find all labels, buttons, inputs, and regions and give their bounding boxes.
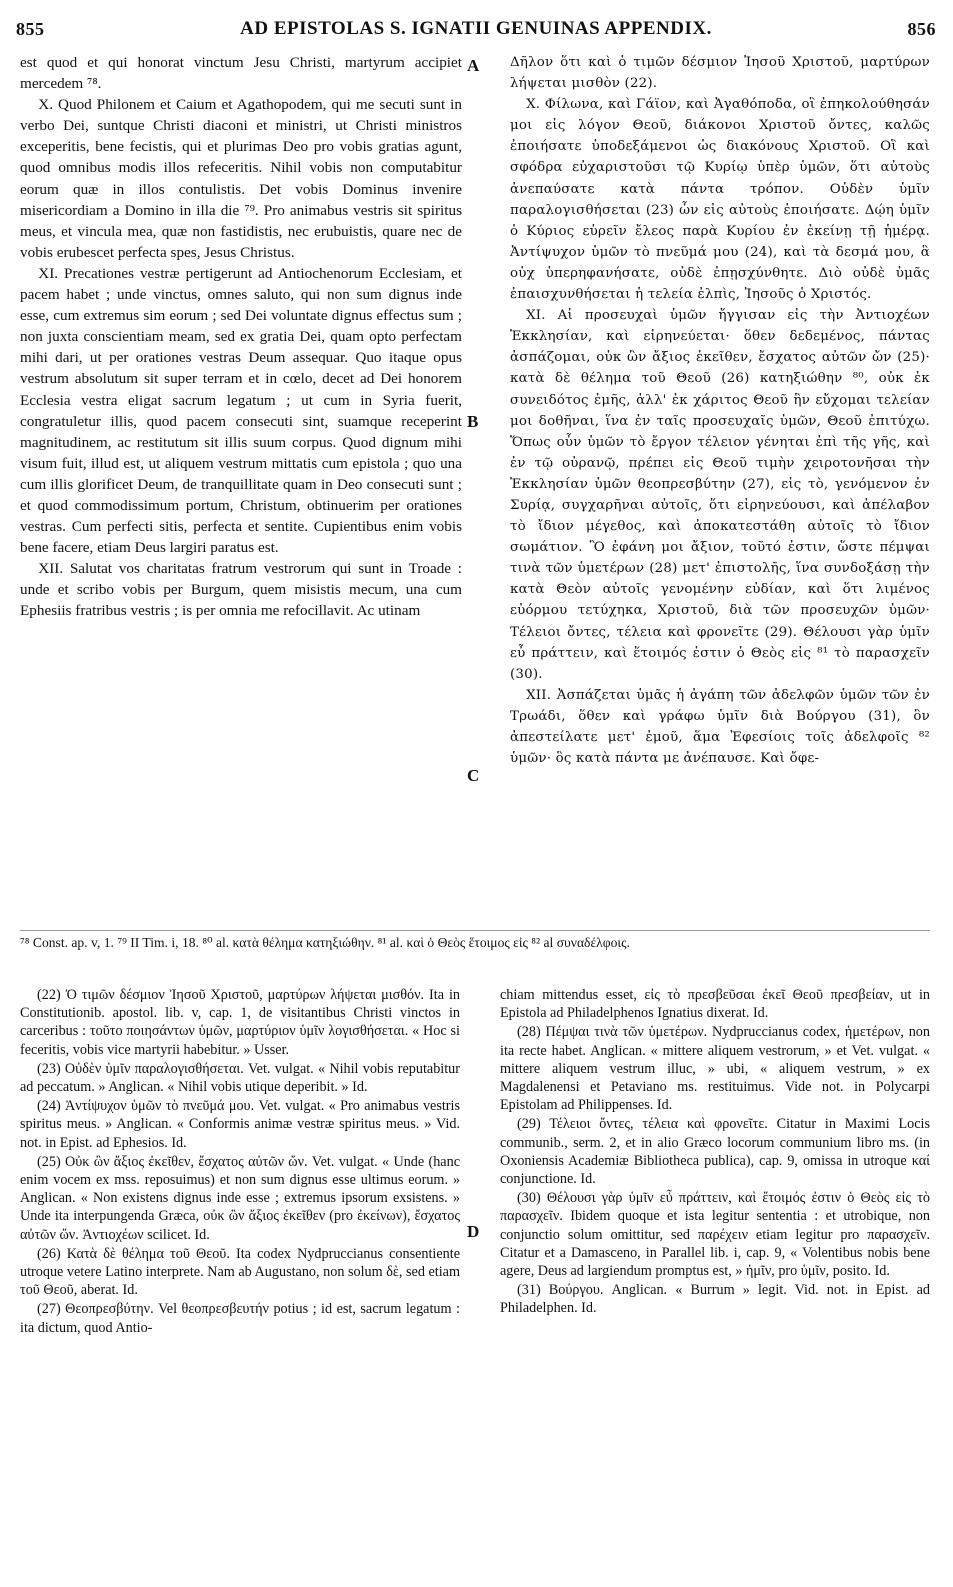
latin-column xyxy=(20,52,462,622)
page-number-right: 856 xyxy=(907,18,936,39)
notes-left-column xyxy=(20,986,460,1338)
note: chiam mittendus esset, εἰς τὸ πρεσβεῦσαι ἐκεῖ Θεοῦ πρεσβείαν, ut in Epistola ad Philadelphenos Ignatius dixerat. Id. xyxy=(500,987,930,1022)
latin-paragraph: est quod et qui honorat vinctum Jesu Christi, martyrum accipiet mercedem ⁷⁸. xyxy=(20,54,462,93)
note: (24) Ἀντίψυχον ὑμῶν τὸ πνεῦμά μου. Vet. vulgat. « Pro animabus vestris spiritus meus. » Anglican. « Conformis animæ vestræ spiritus meus. » Vid. not. in Epist. ad Ephesios. Id. xyxy=(20,1098,460,1151)
notes-right-column xyxy=(500,986,930,1319)
margin-letter: A xyxy=(467,56,480,75)
greek-paragraph: XII. Ἀσπάζεται ὑμᾶς ἡ ἀγάπη τῶν ἀδελφῶν ὑμῶν τῶν ἐν Τρωάδι, ὅθεν καὶ γράφω ὑμῖν διὰ Βούργου (31), ὃν ἀπεστείλατε μετ' ἐμοῦ, ἅμα Ἐφεσίοις τοῖς ἀδελφοῖς ⁸² ὑμῶν· ὃς κατὰ πάντα με ἀνέπαυσε. Καὶ ὄφε- xyxy=(510,687,930,767)
note: (22) Ὁ τιμῶν δέσμιον Ἰησοῦ Χριστοῦ, μαρτύρων λήψεται μισθόν. Ita in Constitutionib. apostol. lib. v, cap. 1, de visitantibus Christi vinctos in carceribus : τοῦτο ποιησάντων ὑμῶν, μαρτύριον ὑμῖν λογισθήσεται. « Hoc si feceritis, vobis vice martyrii habebitur. » Usser. xyxy=(20,987,460,1058)
greek-paragraph: X. Φίλωνα, καὶ Γάϊον, καὶ Ἀγαθόποδα, οἳ ἐπηκολούθησάν μοι εἰς λόγον Θεοῦ, διάκονοι Χριστοῦ ὄντες, καλῶς ἐποιήσατε ὑποδεξάμενοι ὡς διακόνους Χριστοῦ. Οἳ καὶ σφόδρα εὐχαριστοῦσι τῷ Κυρίῳ ὑπὲρ ὑμῶν, ὅτι αὐτοὺς ἀνεπαύσατε κατὰ πάντα τρόπον. Οὐδὲν ὑμῖν παραλογισθήσεται (23) ὧν εἰς αὐτοὺς ἐποιήσατε. Δῴη ὑμῖν ὁ Κύριος εὑρεῖν ἔλεος παρὰ Κυρίου ἐν ἐκείνῃ τῇ ἡμέρᾳ. Ἀντίψυχον ὑμῶν τὸ πνεῦμά μου (24), καὶ τὰ δεσμά μου, ἃ οὐχ ὑπερηφανήσατε, οὐδὲ ἐπῃσχύνθητε. Διὸ οὐδὲ ὑμᾶς ἐπαισχυνθήσεται ἡ τελεία ἐλπὶς, Ἰησοῦς ὁ Χριστός. xyxy=(510,97,930,303)
margin-letter: C xyxy=(467,766,480,785)
note: (29) Τέλειοι ὄντες, τέλεια καὶ φρονεῖτε. Citatur in Maximi Locis communib., serm. 2, et in alio Græco locorum communium libro ms. (in Oxoniensis Academiæ Bibliotheca publica), cap. 9, omissa in utroque καί conjunctione. Id. xyxy=(500,1116,930,1188)
note: (25) Οὐκ ὢν ἄξιος ἐκεῖθεν, ἔσχατος αὐτῶν ὤν. Vet. vulgat. « Unde (hanc enim vocem ex mss. reposuimus) et non sum dignus esse ultimus eorum. » Anglican. « Non existens dignus inde esse ; extremus ipsorum exsistens. » Unde ita interpungenda Græca, οὐκ ὢν ἄξιος ἐκεῖθεν (pro ἐκείνων), ἔσχατος αὐτῶν ὤν. Ἀντιοχέων scilicet. Id. xyxy=(20,1153,460,1243)
margin-letter: D xyxy=(467,1222,480,1241)
note: (27) Θεοπρεσβύτην. Vel θεοπρεσβευτήν potius ; id est, sacrum legatum : ita dictum, quod Antio- xyxy=(20,1301,460,1336)
page-header xyxy=(16,14,936,44)
margin-letter: B xyxy=(467,412,479,431)
footnote-rule xyxy=(20,930,930,931)
latin-paragraph: XII. Salutat vos charitatas fratrum vestrorum qui sunt in Troade : unde et scribo vobis per Burgum, quem misistis mecum, una cum Ephesiis fratribus vestris ; is per omnia me refocillavit. Ac utinam xyxy=(20,560,462,620)
page-number-left: 855 xyxy=(16,18,45,39)
greek-column xyxy=(510,52,930,769)
note: (31) Βούργου. Anglican. « Burrum » legit. Vid. not. in Epist. ad Philadelphen. Id. xyxy=(500,1282,930,1317)
note: (26) Κατὰ δὲ θέλημα τοῦ Θεοῦ. Ita codex Nydpruccianus consentiente utroque vetere Latino interprete. Nam ab Augustano, non solum δὲ, sed etiam τοῦ Θεοῦ, aberat. Id. xyxy=(20,1245,460,1299)
greek-paragraph: Δῆλον ὅτι καὶ ὁ τιμῶν δέσμιον Ἰησοῦ Χριστοῦ, μαρτύρων λήψεται μισθὸν (22). xyxy=(510,55,930,92)
note: (23) Οὐδὲν ὑμῖν παραλογισθήσεται. Vet. vulgat. « Nihil vobis reputabitur ad peccatum. » Anglican. « Nihil vobis utique deperibit. » Id. xyxy=(20,1060,460,1096)
note: (30) Θέλουσι γὰρ ὑμῖν εὖ πράττειν, καὶ ἕτοιμός ἐστιν ὁ Θεὸς εἰς τὸ παρασχεῖν. Ibidem quoque et ista legitur sententia : et utrobique, non conjunctio solum omittitur, sed παρέχειν etiam legitur pro παρασχεῖν. Citatur et a Damasceno, in Parallel lib. i, cap. 9, « Volentibus nobis bene agere, Deus ad largiendum promptus est, » ἡμῖν, pro ὑμῖν, posito. Id. xyxy=(500,1190,930,1280)
note: (28) Πέμψαι τινὰ τῶν ὑμετέρων. Nydpruccianus codex, ἡμετέρων, non ita recte habet. Anglican. « mittere aliquem vestrorum, » et Vet. vulgat. « mittere aliquem vestrum illuc, » ubi, « aliquem vestrum, » ex Magdalenensi et Petaviano ms. restituimus. Vide not. in Polycarpi Epistolam ad Philippenses. Id. xyxy=(500,1024,930,1114)
latin-paragraph: X. Quod Philonem et Caium et Agathopodem, qui me secuti sunt in verbo Dei, suntque Christi diaconi et ministri, ut Christi ministros exceperitis, bene fecistis, qui et plurimas Deo pro vobis gratias agunt, quod omnibus modis illos refeceritis. Nihil vobis non computabitur eorum quæ in illos contulistis. Det vobis Dominus invenire misericordiam a Domino in illa die ⁷⁹. Pro animabus vestris sit spiritus meus, et vincula mea, quæ non fastidistis, nec erubuistis, quare nec de vobis erubescet perfecta spes, Jesus Christus. xyxy=(20,96,462,261)
running-title: AD EPISTOLAS S. IGNATII GENUINAS APPENDIX. xyxy=(240,18,712,39)
latin-paragraph: XI. Precationes vestræ pertigerunt ad Antiochenorum Ecclesiam, et pacem habet ; unde vinctus, omnes saluto, qui non sum dignus inde esse, cum extremus sim eorum ; sed Dei voluntate dignus effectus sum ; non juxta conscientiam meam, sed ex gratia Dei, quam opto perfectam mihi dari, ut per orationes vestras Deum assequar. Quo itaque opus vestrum absolutum sit super terram et in cœlo, decet ad Dei honorem Ecclesia vestra eligat sacrum legatum ; ut cum in Syria fuerit, congratuletur illis, quod pacem consecuti sint, suamque receperint magnitudinem, ac restitutum sit illis suum corpus. Quod dignum mihi visum fuit, illud est, ut aliquem vestrum mittatis cum epistola ; quo una cum illis glorificet Deum, de tranquillitate quam in Deo consecuti sunt ; et quod commodissimum portum, Christum, obtinuerim per orationes vestras. Cum perfecti sitis, perfecta et sentite. Cupientibus enim vobis bene facere, etiam Deus largiri paratus est. xyxy=(20,264,462,557)
footnotes-main: ⁷⁸ Const. ap. v, 1. ⁷⁹ II Tim. i, 18. ⁸⁰ al. κατὰ θέλημα κατηξιώθην. ⁸¹ al. καὶ ὁ Θεὸς ἕτοιμος εἰς ⁸² al συναδέλφοις. xyxy=(20,935,630,950)
greek-paragraph: XI. Αἱ προσευχαὶ ὑμῶν ἤγγισαν εἰς τὴν Ἀντιοχέων Ἐκκλησίαν, καὶ εἰρηνεύεται· ὅθεν δεδεμένος, πάντας ἀσπάζομαι, οὐκ ὢν ἄξιος ἐκεῖθεν, ἔσχατος αὐτῶν ὤν (25)· κατὰ δὲ θέλημα τοῦ Θεοῦ (26) κατηξιώθην ⁸⁰, οὐκ ἐκ συνειδότος ἐμῆς, ἀλλ' ἐκ χάριτος Θεοῦ ἣν εὔχομαι τελείαν μοι δοθῆναι, ἵνα ἐν ταῖς προσευχαῖς ὑμῶν, Θεοῦ ἐπιτύχω. Ὅπως οὖν ὑμῶν τὸ ἔργον τέλειον γένηται ἐπὶ τῆς γῆς, καὶ ἐν τῷ οὐρανῷ, πρέπει εἰς Θεοῦ τιμὴν χειροτονῆσαι τὴν Ἐκκλησίαν ὑμῶν θεοπρεσβύτην (27), εἰς τὸ, γενόμενον ἐν Συρίᾳ, συγχαρῆναι αὐτοῖς, ὅτι εἰρηνεύουσι, καὶ ἀπέλαβον τὸ ἴδιον μέγεθος, καὶ ἀποκατεστάθη αὐτοῖς τὸ ἴδιον σωμάτιον. Ὃ ἐφάνη μοι ἄξιον, τοῦτό ἐστιν, ὥστε πέμψαι τινὰ τῶν ὑμετέρων (28) μετ' ἐπιστολῆς, ἵνα συνδοξάσῃ τὴν κατὰ Θεὸν αὐτοῖς γενομένην εὐδίαν, καὶ ὅτι λιμένος εὐόρμου τετύχηκα, Χριστοῦ, διὰ τῶν προσευχῶν ὑμῶν· Τέλειοι ὄντες, τέλεια καὶ φρονεῖτε (29). Θέλουσι γὰρ ὑμῖν εὖ πράττειν, καὶ ἕτοιμός ἐστιν ὁ Θεὸς εἰς ⁸¹ τὸ παρασχεῖν (30). xyxy=(510,308,930,682)
